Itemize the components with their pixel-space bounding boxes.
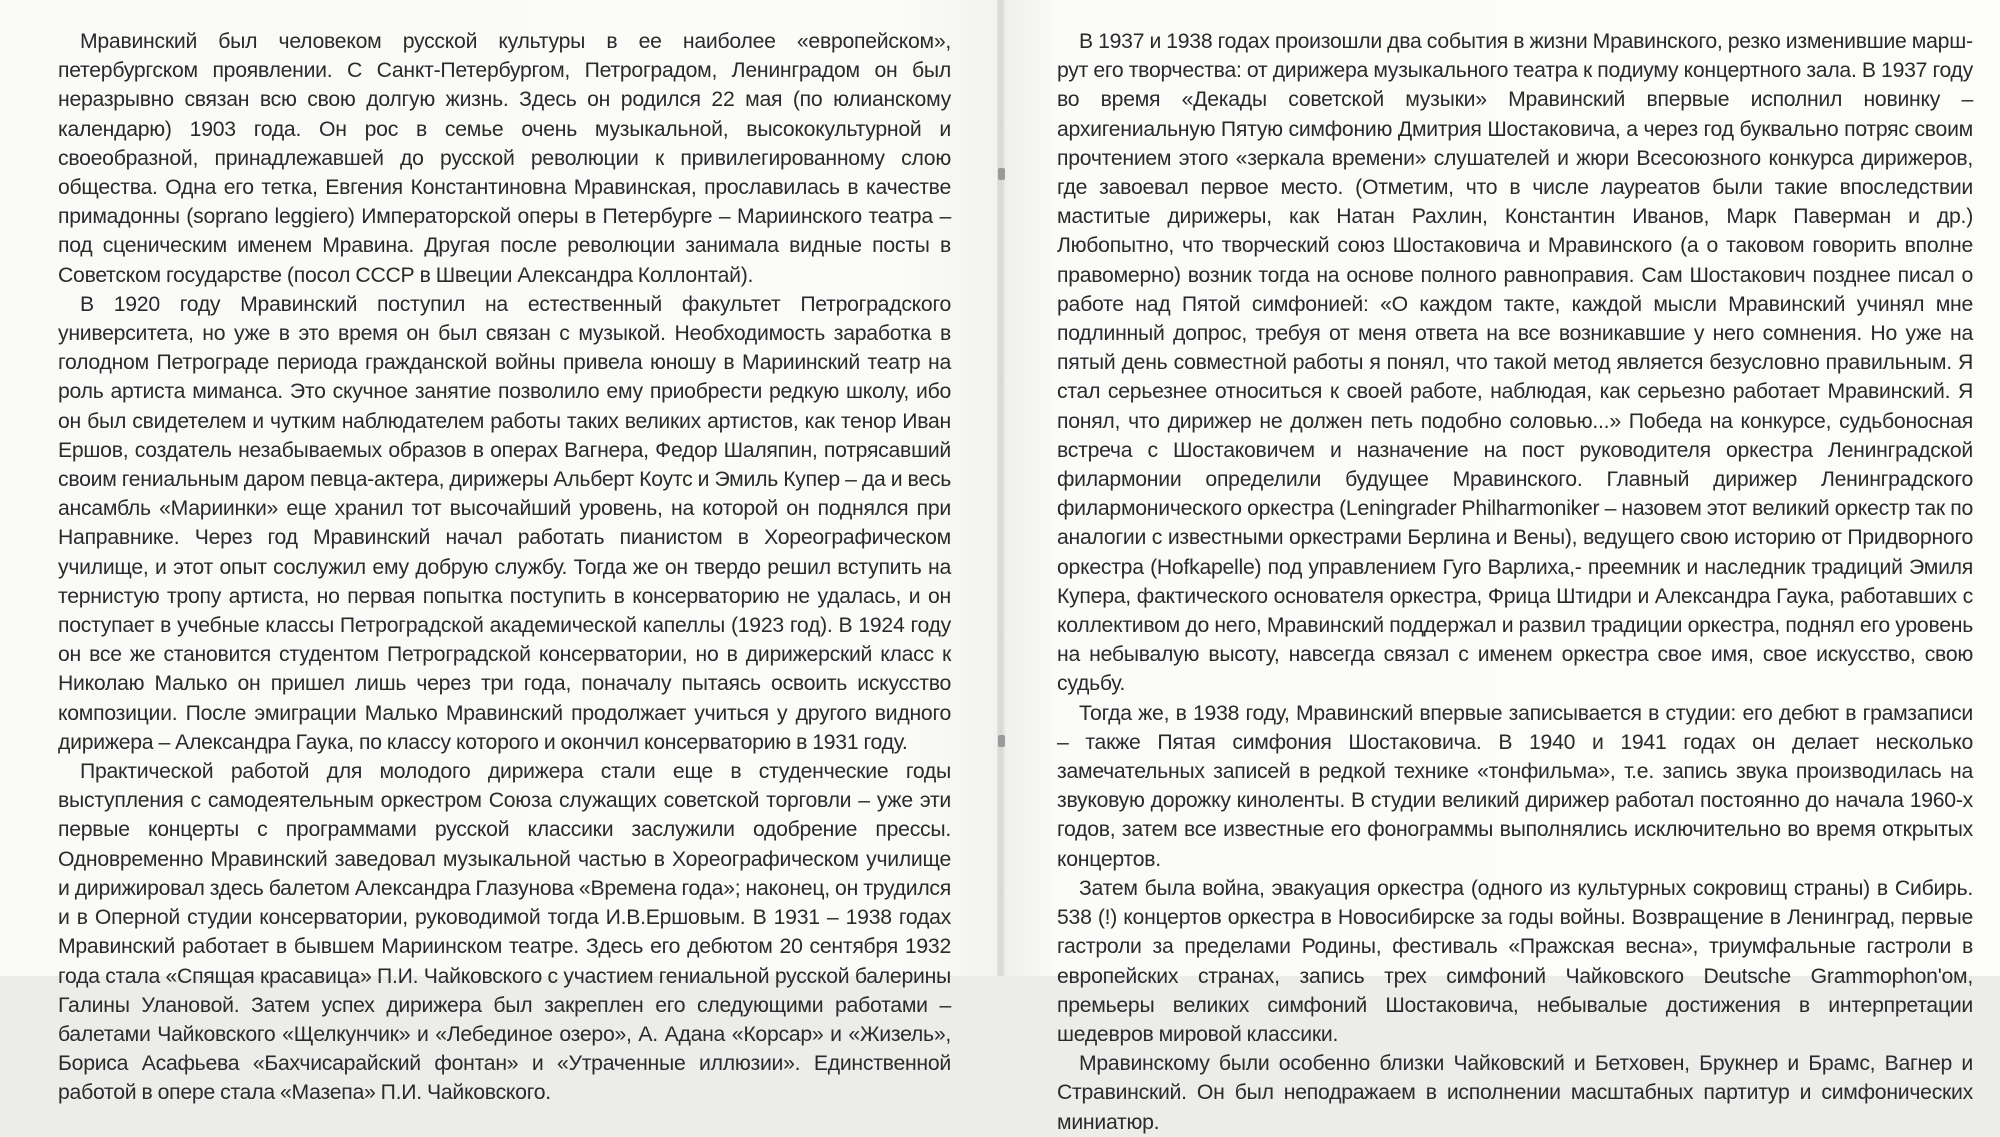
- right-paragraph-3: Затем была война, эвакуация оркестра (одного из культурных сокровищ страны) в Сибирь. 538 (!) концертов оркестра в Новосибирске за годы войны. Возвращение в Ленинград, первые гастроли за пределами Родины, фестиваль «Пражская весна», триумфальные гастроли в европейских странах, запись трех симфоний Чайковского Deutsche Grammophon'ом, премьеры великих симфоний Шостаковича, небывалые достижения в интерпретации шедевров мировой классики.: [1057, 876, 1973, 1046]
- left-paragraph-2: В 1920 году Мравинский поступил на естественный факультет Петроградского университета, но уже в это время он был связан с музыкой. Необходимость заработка в голодном Петрограде периода гражданской войны привела юношу в Мариинский театр на роль артиста миманса. Это скучное занятие позволило ему приобрести редкую школу, ибо он был свидетелем и чутким наблюдателем работы таких великих артистов, как тенор Иван Ершов, создатель незабываемых образов в операх Вагнера, Федор Шаляпин, потрясавший своим гениальным даром певца-актера, дирижеры Альберт Коутс и Эмиль Купер – да и весь ансамбль «Мариинки» еще хранил тот высочайший уровень, на которой он поднялся при Направнике. Через год Мравинский начал работать пианистом в Хореографическом училище, и этот опыт сослужил ему добрую службу. Тогда же он твердо решил вступить на тернистую тропу артиста, но первая попытка поступить в консерваторию не удалась, и он поступает в учебные классы Петроградской академической капеллы (1923 год). В 1924 году он все же становится студентом Петроградской консерватории, но в дирижерский класс к Николаю Малько он пришел лишь через три года, поначалу пытаясь освоить искусство композиции. После эмиграции Малько Мравинский продолжает учиться у другого видного дирижера – Александра Гаука, по классу которого и окончил консерваторию в 1931 году.: [58, 292, 951, 754]
- right-page: [1000, 0, 2000, 1134]
- staple-bottom: [998, 735, 1005, 747]
- left-text-column: [58, 27, 951, 1108]
- left-page: [0, 0, 1000, 1105]
- staple-top: [998, 168, 1005, 180]
- right-paragraph-4: Мравинскому были особенно близки Чайковский и Бетховен, Брукнер и Брамс, Вагнер и Стравинский. Он был неподражаем в исполнении масштабных партитур и симфонических миниатюр.: [1057, 1052, 1973, 1134]
- booklet-gutter: [997, 0, 1005, 976]
- right-text-column: [1057, 27, 1973, 1137]
- right-paragraph-2: Тогда же, в 1938 году, Мравинский впервые записывается в студии: его дебют в грамзаписи – также Пятая симфония Шостаковича. В 1940 и 1941 годах он делает несколько замечательных записей в редкой технике «тонфильма», т.е. запись звука производилась на звуковую дорожку киноленты. В студии великий дирижер работал постоянно до начала 1960-х годов, затем все известные его фонограммы выполнялись исключительно во время открытых концертов.: [1057, 701, 1973, 871]
- right-paragraph-1: В 1937 и 1938 годах произошли два события в жизни Мравинского, резко изменившие маршрут его творчества: от дирижера музыкального театра к подиуму концертного зала. В 1937 году во время «Декады советской музыки» Мравинский впервые исполнил новинку – архигениальную Пятую симфонию Дмитрия Шостаковича, а через год буквально потряс своим прочтением этого «зеркала времени» слушателей и жюри Всесоюзного конкурса дирижеров, где завоевал первое место. (Отметим, что в числе лауреатов были такие впоследствии маститые дирижеры, как Натан Рахлин, Константин Иванов, Марк Паверман и др.) Любопытно, что творческий союз Шостаковича и Мравинского (а о таковом говорить вполне правомерно) возник тогда на основе полного равноправия. Сам Шостакович позднее писал о работе над Пятой симфонией: «О каждом такте, каждой мысли Мравинский учинял мне подлинный допрос, требуя от меня ответа на все возникавшие у него сомнения. Но уже на пятый день совместной работы я понял, что такой метод является безусловно правильным. Я стал серьезнее относиться к своей работе, наблюдая, как серьезно работает Мравинский. Я понял, что дирижер не должен петь подобно соловью...» Победа на конкурсе, судьбоносная встреча с Шостаковичем и назначение на пост руководителя оркестра Ленинградской филармонии определили будущее Мравинского. Главный дирижер Ленинградского филармонического оркестра (Leningrader Philharmoniker – назовем этот великий оркестр так по аналогии с известными оркестрами Берлина и Вены), ведущего свою историю от Придворного оркестра (Hofkapelle) под управлением Гуго Варлиха,- преемник и наследник традиций Эмиля Купера, фактического основателя оркестра, Фрица Штидри и Александра Гаука, работавших с коллективом до него, Мравинский поддержал и развил традиции оркестра, поднял его уровень на небывалую высоту, навсегда связал с именем оркестра свое имя, свое искусство, свою судьбу.: [1057, 30, 1973, 696]
- left-paragraph-3: Практической работой для молодого дирижера стали еще в студенческие годы выступления с самодеятельным оркестром Союза служащих советской торговли – уже эти первые концерты с программами русской классики заслужили одобрение прессы. Одновременно Мравинский заведовал музыкальной частью в Хореографическом училище и дирижировал здесь балетом Александра Глазунова «Времена года»; наконец, он трудился и в Оперной студии консерватории, руководимой тогда И.В.Ершовым. В 1931 – 1938 годах Мравинский работает в бывшем Мариинском театре. Здесь его дебютом 20 сентября 1932 года стала «Спящая красавица» П.И. Чайковского с участием гениальной русской балерины Галины Улановой. Затем успех дирижера был закреплен его следующими работами – балетами Чайковского «Щелкунчик» и «Лебединое озеро», А. Адана «Корсар» и «Жизель», Бориса Асафьева «Бахчисарайский фонтан» и «Утраченные иллюзии». Единственной работой в опере стала «Мазепа» П.И. Чайковского.: [58, 760, 951, 1105]
- left-paragraph-1: Мравинский был человеком русской культуры в ее наиболее «европейском», петербургском проявлении. С Санкт-Петербургом, Петроградом, Ленинградом он был неразрывно связан всю свою долгую жизнь. Здесь он родился 22 мая (по юлианскому календарю) 1903 года. Он рос в семье очень музыкальной, высококультурной и своеобразной, принадлежавшей до русской революции к привилегированному слою общества. Одна его тетка, Евгения Константиновна Мравинская, прославилась в качестве примадонны (soprano leggiero) Императорской оперы в Петербурге – Мариинского театра – под сценическим именем Мравина. Другая после революции занимала видные посты в Советском государстве (посол СССР в Швеции Александра Коллонтай).: [58, 30, 951, 287]
